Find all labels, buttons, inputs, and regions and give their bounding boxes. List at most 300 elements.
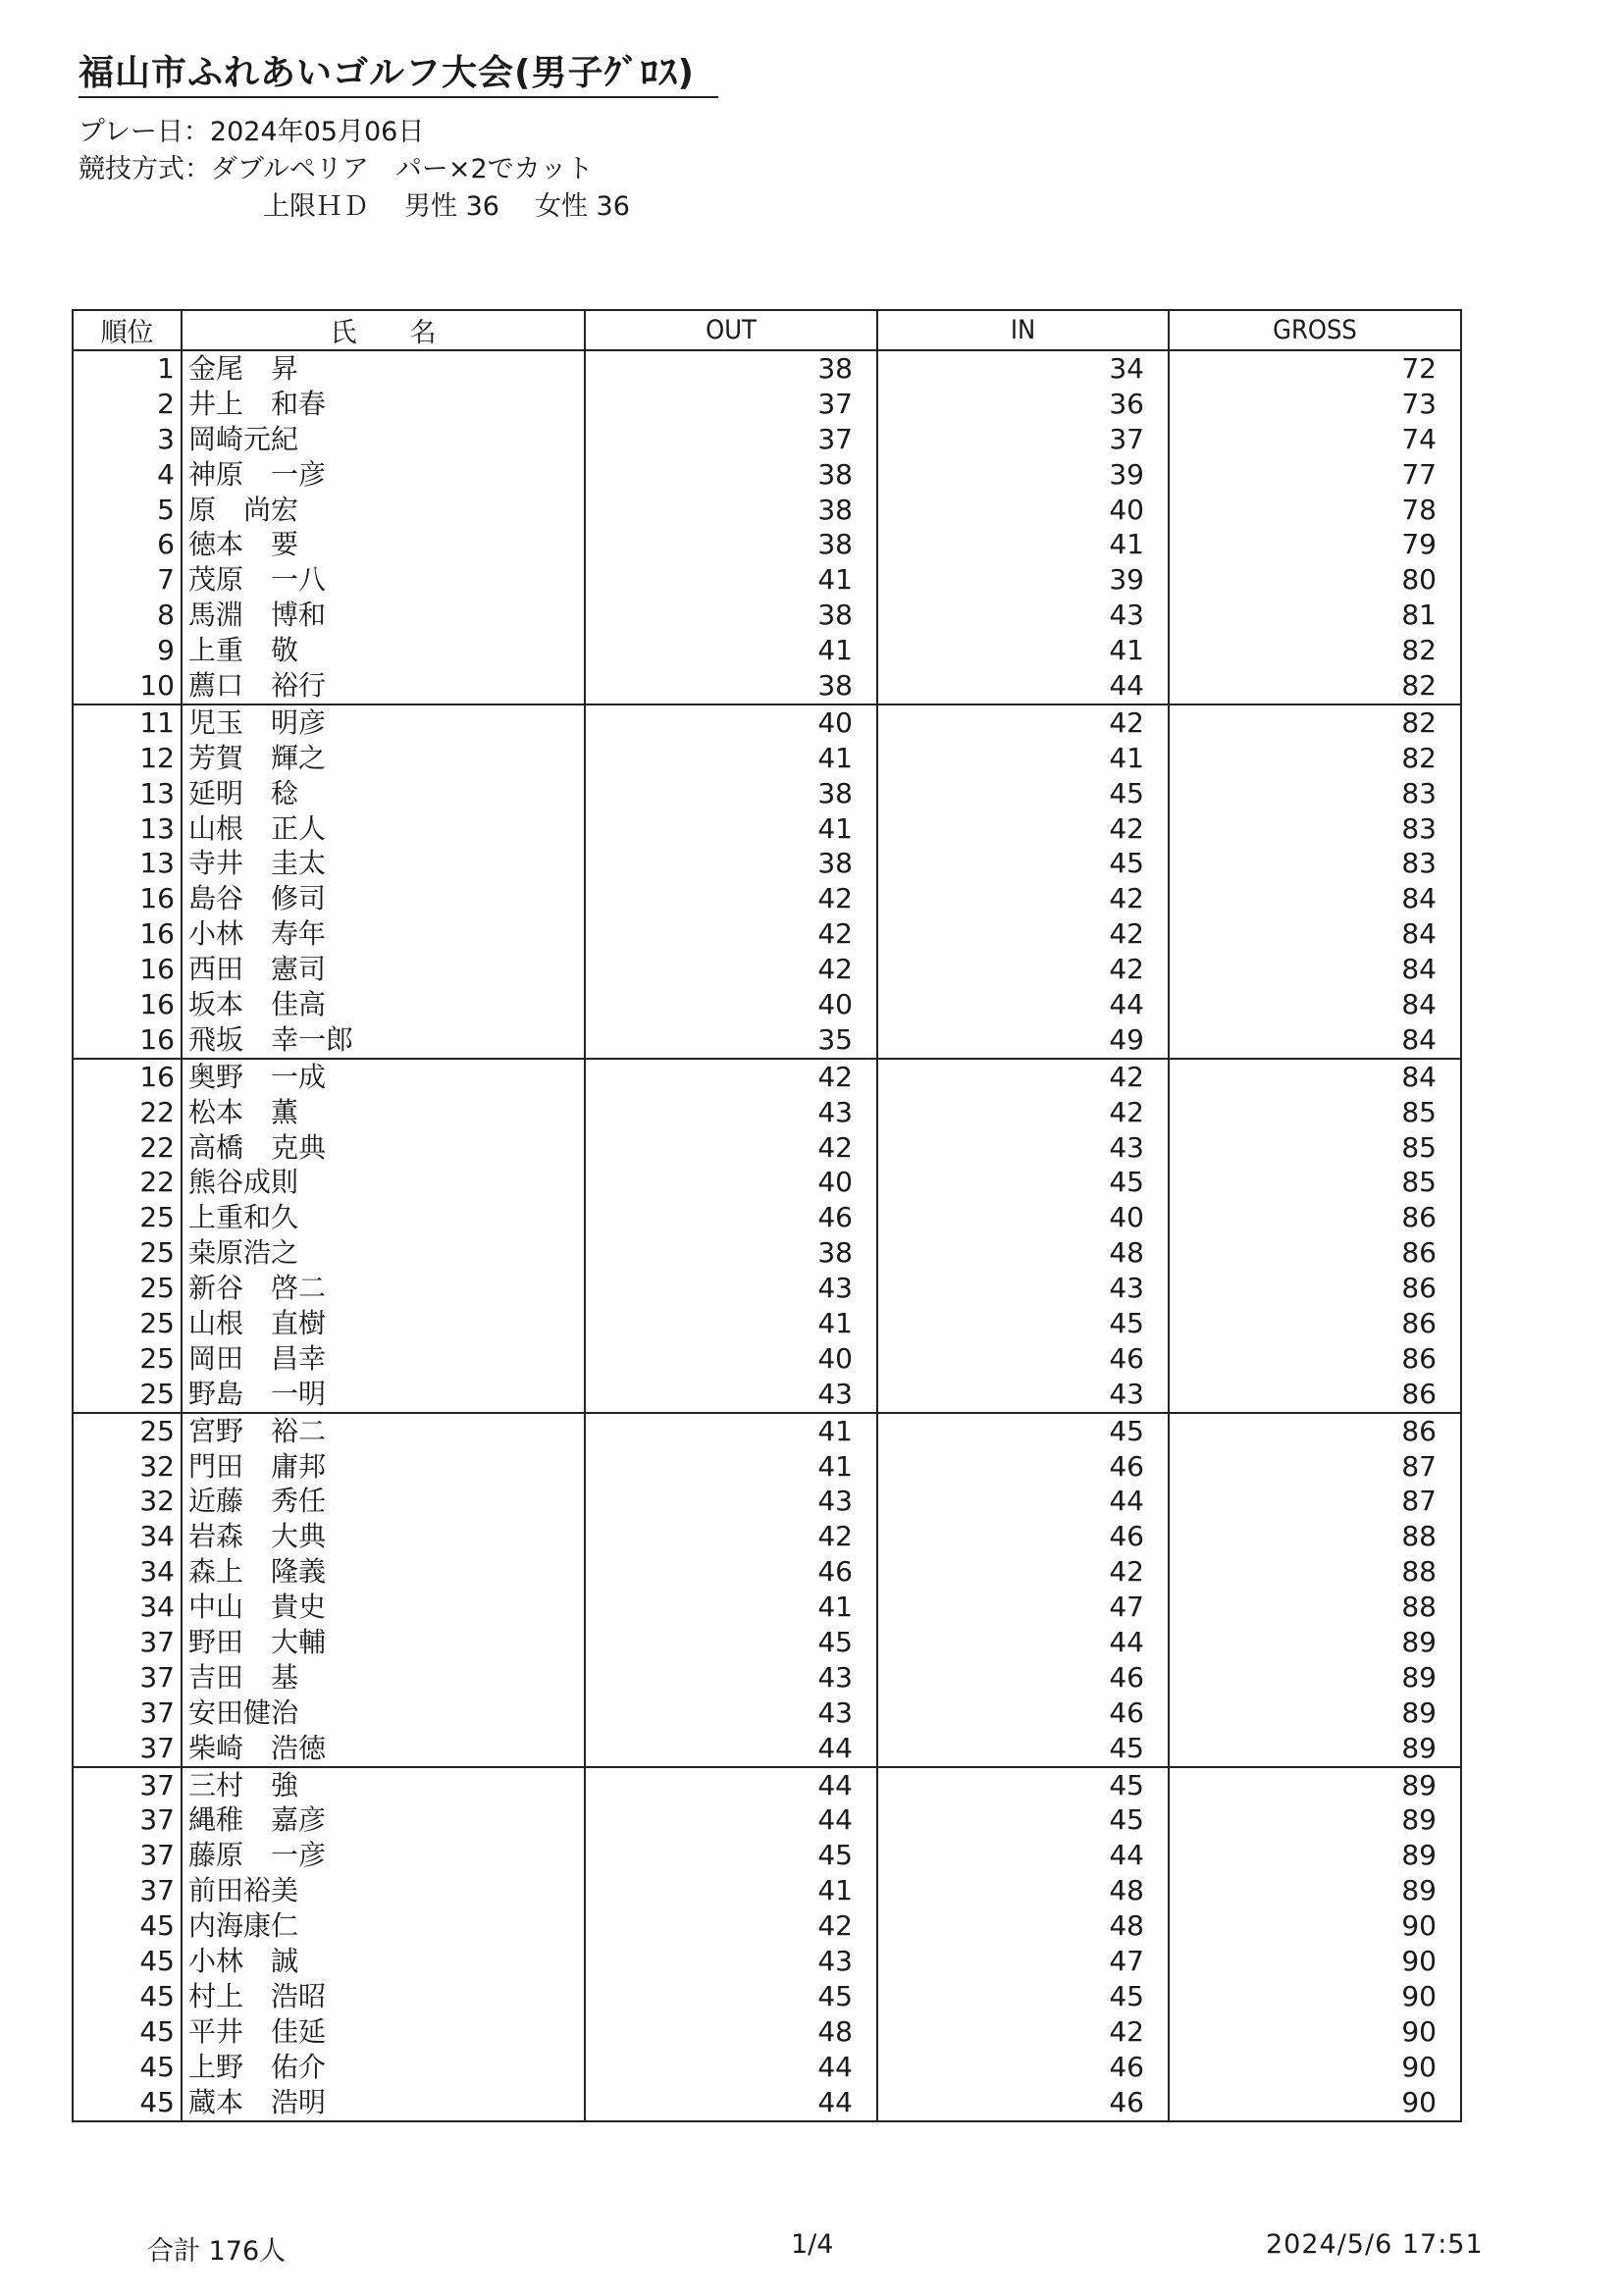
cell-gross: 80	[1169, 562, 1461, 598]
cell-gross: 90	[1169, 2085, 1461, 2121]
cell-in: 42	[877, 811, 1169, 847]
table-row	[73, 1059, 1461, 1095]
table-row	[73, 1590, 1461, 1625]
table-row	[73, 1625, 1461, 1660]
cell-rank: 25	[73, 1377, 182, 1413]
cell-in: 45	[877, 846, 1169, 881]
cell-gross: 90	[1169, 1944, 1461, 1979]
cell-out: 38	[585, 1235, 877, 1271]
cell-gross: 87	[1169, 1449, 1461, 1485]
cell-out: 46	[585, 1554, 877, 1590]
cell-in: 45	[877, 1979, 1169, 2014]
cell-rank: 25	[73, 1306, 182, 1341]
cell-rank: 16	[73, 952, 182, 987]
cell-out: 44	[585, 1767, 877, 1803]
cell-rank: 45	[73, 1908, 182, 1944]
cell-gross: 72	[1169, 350, 1461, 387]
cell-gross: 81	[1169, 598, 1461, 633]
cell-gross: 89	[1169, 1767, 1461, 1803]
cell-name: 中山 貴史	[182, 1590, 585, 1625]
cell-gross: 78	[1169, 493, 1461, 528]
cell-out: 41	[585, 562, 877, 598]
cell-in: 45	[877, 776, 1169, 811]
table-row	[73, 1165, 1461, 1200]
cell-rank: 34	[73, 1554, 182, 1590]
cell-in: 42	[877, 1554, 1169, 1590]
cell-gross: 86	[1169, 1271, 1461, 1306]
cell-gross: 86	[1169, 1413, 1461, 1449]
cell-rank: 8	[73, 598, 182, 633]
cell-rank: 45	[73, 2014, 182, 2050]
cell-out: 42	[585, 1059, 877, 1095]
footer-total-count: 合計 176人	[147, 2236, 287, 2267]
cell-gross: 88	[1169, 1590, 1461, 1625]
table-row	[73, 1660, 1461, 1696]
cell-out: 43	[585, 1696, 877, 1731]
cell-in: 42	[877, 952, 1169, 987]
header-gross: GROSS	[1169, 310, 1461, 350]
cell-name: 児玉 明彦	[182, 704, 585, 741]
cell-out: 41	[585, 1413, 877, 1449]
cell-gross: 89	[1169, 1731, 1461, 1767]
table-row	[73, 387, 1461, 422]
table-row	[73, 1767, 1461, 1803]
cell-name: 金尾 昇	[182, 350, 585, 387]
cell-rank: 3	[73, 422, 182, 457]
cell-in: 43	[877, 1130, 1169, 1166]
table-row	[73, 846, 1461, 881]
table-row	[73, 422, 1461, 457]
cell-name: 安田健治	[182, 1696, 585, 1731]
cell-in: 42	[877, 704, 1169, 741]
cell-rank: 6	[73, 527, 182, 562]
cell-out: 45	[585, 1625, 877, 1660]
table-row	[73, 1838, 1461, 1873]
cell-rank: 37	[73, 1731, 182, 1767]
cell-rank: 16	[73, 1059, 182, 1095]
handicap-limit-male: 男性 36	[404, 191, 499, 222]
cell-gross: 85	[1169, 1130, 1461, 1166]
table-row	[73, 952, 1461, 987]
cell-name: 野田 大輔	[182, 1625, 585, 1660]
cell-rank: 22	[73, 1165, 182, 1200]
cell-gross: 88	[1169, 1554, 1461, 1590]
cell-out: 42	[585, 1130, 877, 1166]
cell-gross: 85	[1169, 1095, 1461, 1130]
cell-name: 奥野 一成	[182, 1059, 585, 1095]
cell-rank: 2	[73, 387, 182, 422]
cell-gross: 83	[1169, 776, 1461, 811]
cell-out: 38	[585, 598, 877, 633]
cell-name: 岡田 昌幸	[182, 1341, 585, 1377]
cell-in: 45	[877, 1731, 1169, 1767]
table-row	[73, 704, 1461, 741]
cell-in: 46	[877, 2085, 1169, 2121]
cell-name: 西田 憲司	[182, 952, 585, 987]
cell-name: 芳賀 輝之	[182, 741, 585, 776]
cell-gross: 84	[1169, 881, 1461, 916]
cell-out: 42	[585, 1519, 877, 1554]
cell-gross: 89	[1169, 1873, 1461, 1908]
cell-gross: 83	[1169, 811, 1461, 847]
cell-in: 45	[877, 1306, 1169, 1341]
table-row	[73, 1377, 1461, 1413]
cell-in: 43	[877, 1271, 1169, 1306]
cell-rank: 32	[73, 1485, 182, 1520]
cell-gross: 84	[1169, 987, 1461, 1022]
table-row	[73, 1095, 1461, 1130]
cell-out: 40	[585, 987, 877, 1022]
cell-name: 馬淵 博和	[182, 598, 585, 633]
cell-out: 48	[585, 2014, 877, 2050]
cell-in: 46	[877, 1696, 1169, 1731]
cell-name: 小林 寿年	[182, 916, 585, 952]
cell-gross: 88	[1169, 1519, 1461, 1554]
cell-name: 藤原 一彦	[182, 1838, 585, 1873]
play-date: プレー日：2024年05月06日	[79, 117, 425, 147]
cell-in: 44	[877, 1838, 1169, 1873]
cell-out: 40	[585, 704, 877, 741]
cell-in: 44	[877, 1625, 1169, 1660]
cell-in: 40	[877, 493, 1169, 528]
table-row	[73, 1873, 1461, 1908]
cell-in: 45	[877, 1767, 1169, 1803]
table-row	[73, 1696, 1461, 1731]
cell-name: 近藤 秀任	[182, 1485, 585, 1520]
cell-name: 平井 佳延	[182, 2014, 585, 2050]
cell-name: 原 尚宏	[182, 493, 585, 528]
cell-rank: 13	[73, 846, 182, 881]
cell-out: 43	[585, 1377, 877, 1413]
cell-out: 43	[585, 1485, 877, 1520]
cell-out: 43	[585, 1944, 877, 1979]
cell-rank: 37	[73, 1660, 182, 1696]
cell-name: 熊谷成則	[182, 1165, 585, 1200]
cell-out: 38	[585, 776, 877, 811]
cell-out: 41	[585, 1873, 877, 1908]
cell-name: 前田裕美	[182, 1873, 585, 1908]
cell-in: 48	[877, 1908, 1169, 1944]
cell-rank: 45	[73, 1979, 182, 2014]
cell-name: 三村 強	[182, 1767, 585, 1803]
cell-name: 茂原 一八	[182, 562, 585, 598]
results-body	[73, 350, 1461, 2121]
cell-rank: 25	[73, 1235, 182, 1271]
cell-name: 坂本 佳高	[182, 987, 585, 1022]
cell-name: 山根 正人	[182, 811, 585, 847]
cell-name: 森上 隆義	[182, 1554, 585, 1590]
cell-gross: 89	[1169, 1660, 1461, 1696]
cell-rank: 10	[73, 668, 182, 704]
cell-in: 47	[877, 1944, 1169, 1979]
table-row	[73, 1306, 1461, 1341]
cell-name: 寺井 圭太	[182, 846, 585, 881]
cell-rank: 16	[73, 881, 182, 916]
header-name: 氏 名	[182, 310, 585, 350]
page-title: 福山市ふれあいゴルフ大会(男子ｸﾞﾛｽ)	[79, 51, 718, 98]
cell-gross: 89	[1169, 1696, 1461, 1731]
cell-name: 延明 稔	[182, 776, 585, 811]
results-table	[72, 309, 1462, 2122]
header-in: IN	[877, 310, 1169, 350]
cell-gross: 84	[1169, 952, 1461, 987]
cell-rank: 25	[73, 1413, 182, 1449]
cell-in: 45	[877, 1165, 1169, 1200]
cell-rank: 11	[73, 704, 182, 741]
competition-format: 競技方式：ダブルペリア パー×2でカット	[79, 154, 594, 184]
table-row	[73, 527, 1461, 562]
cell-gross: 86	[1169, 1235, 1461, 1271]
cell-in: 47	[877, 1590, 1169, 1625]
table-row	[73, 811, 1461, 847]
cell-name: 上重 敬	[182, 633, 585, 668]
cell-gross: 84	[1169, 1022, 1461, 1059]
cell-out: 42	[585, 881, 877, 916]
table-row	[73, 1271, 1461, 1306]
cell-rank: 34	[73, 1590, 182, 1625]
cell-name: 岡崎元紀	[182, 422, 585, 457]
cell-out: 41	[585, 1590, 877, 1625]
cell-out: 38	[585, 668, 877, 704]
cell-in: 43	[877, 1377, 1169, 1413]
cell-rank: 5	[73, 493, 182, 528]
table-row	[73, 1908, 1461, 1944]
cell-gross: 87	[1169, 1485, 1461, 1520]
table-row	[73, 1803, 1461, 1839]
cell-name: 蔵本 浩明	[182, 2085, 585, 2121]
cell-gross: 73	[1169, 387, 1461, 422]
table-row	[73, 562, 1461, 598]
cell-rank: 25	[73, 1271, 182, 1306]
cell-out: 43	[585, 1095, 877, 1130]
cell-in: 36	[877, 387, 1169, 422]
cell-rank: 37	[73, 1696, 182, 1731]
cell-in: 46	[877, 1660, 1169, 1696]
cell-rank: 16	[73, 916, 182, 952]
footer-printed-at: 2024/5/6 17:51	[1266, 2229, 1484, 2260]
table-row	[73, 2085, 1461, 2121]
cell-out: 42	[585, 952, 877, 987]
table-row	[73, 668, 1461, 704]
cell-out: 46	[585, 1200, 877, 1235]
cell-rank: 13	[73, 776, 182, 811]
cell-name: 高橋 克典	[182, 1130, 585, 1166]
cell-in: 40	[877, 1200, 1169, 1235]
cell-rank: 34	[73, 1519, 182, 1554]
cell-out: 35	[585, 1022, 877, 1059]
table-row	[73, 493, 1461, 528]
cell-out: 44	[585, 1803, 877, 1839]
cell-name: 桒原浩之	[182, 1235, 585, 1271]
cell-out: 43	[585, 1660, 877, 1696]
cell-name: 縄稚 嘉彦	[182, 1803, 585, 1839]
table-row	[73, 1022, 1461, 1059]
header-rank: 順位	[73, 310, 182, 350]
cell-out: 41	[585, 633, 877, 668]
cell-name: 門田 庸邦	[182, 1449, 585, 1485]
cell-out: 38	[585, 527, 877, 562]
cell-gross: 89	[1169, 1838, 1461, 1873]
cell-rank: 45	[73, 1944, 182, 1979]
cell-name: 神原 一彦	[182, 457, 585, 493]
cell-rank: 12	[73, 741, 182, 776]
cell-gross: 90	[1169, 1979, 1461, 2014]
cell-gross: 82	[1169, 668, 1461, 704]
table-row	[73, 1449, 1461, 1485]
table-row	[73, 1200, 1461, 1235]
cell-out: 45	[585, 1838, 877, 1873]
cell-out: 42	[585, 1908, 877, 1944]
cell-name: 村上 浩昭	[182, 1979, 585, 2014]
cell-rank: 4	[73, 457, 182, 493]
cell-in: 48	[877, 1235, 1169, 1271]
cell-in: 44	[877, 987, 1169, 1022]
cell-out: 41	[585, 811, 877, 847]
cell-in: 37	[877, 422, 1169, 457]
cell-name: 新谷 啓二	[182, 1271, 585, 1306]
cell-out: 38	[585, 350, 877, 387]
cell-out: 40	[585, 1165, 877, 1200]
cell-rank: 1	[73, 350, 182, 387]
cell-out: 38	[585, 457, 877, 493]
cell-rank: 16	[73, 987, 182, 1022]
table-row	[73, 2014, 1461, 2050]
cell-rank: 32	[73, 1449, 182, 1485]
cell-gross: 90	[1169, 2014, 1461, 2050]
cell-rank: 9	[73, 633, 182, 668]
table-row	[73, 1944, 1461, 1979]
table-row	[73, 598, 1461, 633]
cell-out: 37	[585, 422, 877, 457]
table-row	[73, 633, 1461, 668]
cell-rank: 37	[73, 1767, 182, 1803]
cell-rank: 37	[73, 1838, 182, 1873]
cell-rank: 37	[73, 1625, 182, 1660]
cell-gross: 90	[1169, 2050, 1461, 2085]
cell-gross: 90	[1169, 1908, 1461, 1944]
table-row	[73, 1979, 1461, 2014]
table-row	[73, 1554, 1461, 1590]
cell-in: 46	[877, 2050, 1169, 2085]
cell-rank: 25	[73, 1200, 182, 1235]
cell-in: 42	[877, 916, 1169, 952]
table-row	[73, 1731, 1461, 1767]
cell-out: 44	[585, 2050, 877, 2085]
cell-gross: 86	[1169, 1341, 1461, 1377]
cell-name: 柴崎 浩徳	[182, 1731, 585, 1767]
handicap-limit-label: 上限ＨＤ	[263, 191, 369, 222]
cell-gross: 83	[1169, 846, 1461, 881]
cell-in: 46	[877, 1449, 1169, 1485]
cell-out: 41	[585, 1306, 877, 1341]
cell-in: 42	[877, 1059, 1169, 1095]
cell-name: 山根 直樹	[182, 1306, 585, 1341]
cell-rank: 7	[73, 562, 182, 598]
cell-gross: 89	[1169, 1803, 1461, 1839]
cell-gross: 82	[1169, 633, 1461, 668]
table-row	[73, 2050, 1461, 2085]
cell-in: 41	[877, 527, 1169, 562]
table-row	[73, 1485, 1461, 1520]
cell-name: 内海康仁	[182, 1908, 585, 1944]
table-row	[73, 987, 1461, 1022]
cell-gross: 79	[1169, 527, 1461, 562]
table-row	[73, 1413, 1461, 1449]
table-row	[73, 1130, 1461, 1166]
cell-in: 48	[877, 1873, 1169, 1908]
cell-in: 46	[877, 1519, 1169, 1554]
cell-in: 46	[877, 1341, 1169, 1377]
cell-in: 34	[877, 350, 1169, 387]
footer-page-number: 1/4	[791, 2229, 834, 2260]
cell-out: 43	[585, 1271, 877, 1306]
cell-rank: 13	[73, 811, 182, 847]
cell-name: 薦口 裕行	[182, 668, 585, 704]
cell-in: 42	[877, 881, 1169, 916]
cell-gross: 85	[1169, 1165, 1461, 1200]
cell-out: 44	[585, 1731, 877, 1767]
cell-name: 吉田 基	[182, 1660, 585, 1696]
cell-in: 39	[877, 562, 1169, 598]
cell-name: 飛坂 幸一郎	[182, 1022, 585, 1059]
cell-name: 岩森 大典	[182, 1519, 585, 1554]
cell-in: 45	[877, 1803, 1169, 1839]
table-row	[73, 1341, 1461, 1377]
table-row	[73, 741, 1461, 776]
cell-rank: 22	[73, 1095, 182, 1130]
cell-in: 42	[877, 1095, 1169, 1130]
cell-gross: 86	[1169, 1377, 1461, 1413]
cell-name: 小林 誠	[182, 1944, 585, 1979]
cell-rank: 16	[73, 1022, 182, 1059]
cell-name: 徳本 要	[182, 527, 585, 562]
table-row	[73, 1235, 1461, 1271]
cell-out: 41	[585, 1449, 877, 1485]
cell-in: 44	[877, 1485, 1169, 1520]
cell-in: 41	[877, 633, 1169, 668]
cell-out: 38	[585, 493, 877, 528]
cell-gross: 77	[1169, 457, 1461, 493]
cell-out: 44	[585, 2085, 877, 2121]
table-row	[73, 881, 1461, 916]
cell-gross: 86	[1169, 1306, 1461, 1341]
table-row	[73, 776, 1461, 811]
cell-in: 44	[877, 668, 1169, 704]
handicap-limit-female: 女性 36	[534, 191, 630, 222]
cell-out: 37	[585, 387, 877, 422]
cell-in: 41	[877, 741, 1169, 776]
cell-gross: 84	[1169, 916, 1461, 952]
cell-rank: 22	[73, 1130, 182, 1166]
table-row	[73, 916, 1461, 952]
cell-name: 井上 和春	[182, 387, 585, 422]
table-row	[73, 457, 1461, 493]
cell-name: 島谷 修司	[182, 881, 585, 916]
cell-in: 49	[877, 1022, 1169, 1059]
cell-name: 宮野 裕二	[182, 1413, 585, 1449]
cell-in: 45	[877, 1413, 1169, 1449]
cell-rank: 45	[73, 2050, 182, 2085]
cell-out: 45	[585, 1979, 877, 2014]
cell-name: 野島 一明	[182, 1377, 585, 1413]
cell-name: 上重和久	[182, 1200, 585, 1235]
cell-name: 松本 薫	[182, 1095, 585, 1130]
cell-gross: 89	[1169, 1625, 1461, 1660]
table-header-row	[73, 310, 1461, 350]
cell-out: 40	[585, 1341, 877, 1377]
cell-gross: 86	[1169, 1200, 1461, 1235]
cell-rank: 45	[73, 2085, 182, 2121]
